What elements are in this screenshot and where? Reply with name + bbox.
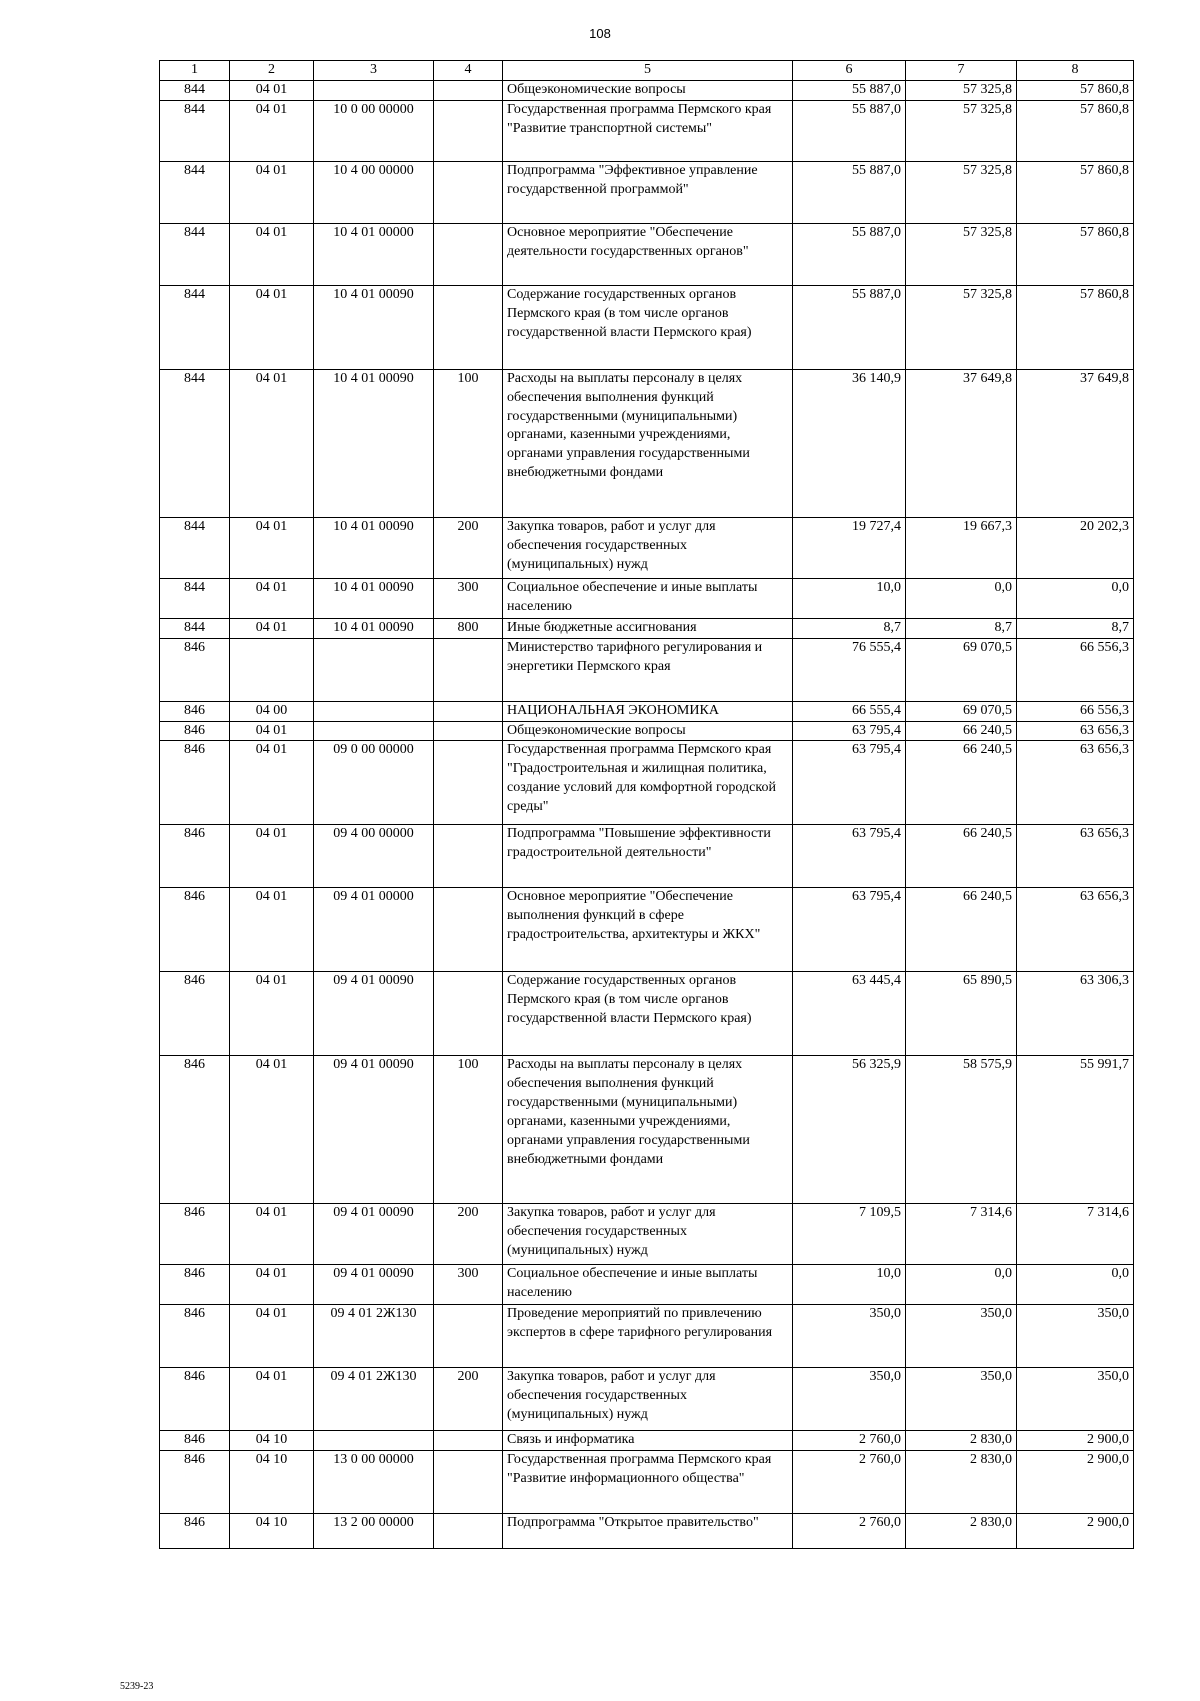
cell-amount-y1: 55 887,0 [793,100,906,161]
cell-amount-y3: 2 900,0 [1017,1514,1134,1549]
cell-amount-y1: 56 325,9 [793,1056,906,1204]
cell-amount-y3: 7 314,6 [1017,1204,1134,1265]
cell-name: Закупка товаров, работ и услуг для обеспечения государственных (муниципальных) нужд [503,1368,793,1431]
cell-section: 04 10 [230,1514,314,1549]
cell-amount-y3: 63 656,3 [1017,888,1134,972]
cell-name: Подпрограмма "Открытое правительство" [503,1514,793,1549]
cell-section: 04 01 [230,741,314,825]
column-header: 1 [160,61,230,81]
table-row [160,1451,1134,1514]
cell-amount-y1: 55 887,0 [793,285,906,369]
cell-expense-type [434,888,503,972]
cell-amount-y2: 0,0 [906,578,1017,618]
cell-target-article: 10 4 01 00000 [314,223,434,285]
cell-amount-y1: 7 109,5 [793,1204,906,1265]
cell-section: 04 01 [230,1056,314,1204]
cell-target-article [314,638,434,701]
cell-name: Основное мероприятие "Обеспечение выполнения функций в сфере градостроительства, архитектуры и ЖКХ" [503,888,793,972]
table-row [160,80,1134,100]
cell-amount-y3: 350,0 [1017,1368,1134,1431]
table-row [160,517,1134,578]
cell-target-article: 09 4 01 00090 [314,1265,434,1305]
table-body [160,80,1134,1548]
cell-amount-y2: 66 240,5 [906,888,1017,972]
cell-expense-type: 300 [434,1265,503,1305]
cell-amount-y2: 350,0 [906,1368,1017,1431]
cell-amount-y1: 350,0 [793,1368,906,1431]
cell-name: Закупка товаров, работ и услуг для обеспечения государственных (муниципальных) нужд [503,517,793,578]
table-row [160,161,1134,223]
cell-name: Социальное обеспечение и иные выплаты населению [503,1265,793,1305]
cell-target-article: 09 4 01 2Ж130 [314,1368,434,1431]
cell-amount-y3: 57 860,8 [1017,161,1134,223]
cell-name: Министерство тарифного регулирования и энергетики Пермского края [503,638,793,701]
table-row [160,638,1134,701]
cell-grbs: 846 [160,1305,230,1368]
cell-name: Закупка товаров, работ и услуг для обеспечения государственных (муниципальных) нужд [503,1204,793,1265]
cell-grbs: 846 [160,825,230,888]
cell-amount-y1: 350,0 [793,1305,906,1368]
cell-amount-y3: 57 860,8 [1017,100,1134,161]
cell-amount-y3: 57 860,8 [1017,80,1134,100]
cell-amount-y2: 8,7 [906,618,1017,638]
cell-grbs: 846 [160,1204,230,1265]
cell-target-article: 09 0 00 00000 [314,741,434,825]
cell-section: 04 01 [230,618,314,638]
cell-amount-y2: 2 830,0 [906,1451,1017,1514]
cell-section: 04 00 [230,701,314,721]
cell-amount-y2: 57 325,8 [906,285,1017,369]
cell-section: 04 01 [230,223,314,285]
cell-grbs: 844 [160,223,230,285]
cell-section: 04 01 [230,888,314,972]
cell-expense-type: 200 [434,1204,503,1265]
cell-grbs: 844 [160,161,230,223]
cell-grbs: 846 [160,1514,230,1549]
column-header: 8 [1017,61,1134,81]
cell-amount-y2: 57 325,8 [906,100,1017,161]
cell-target-article: 10 4 01 00090 [314,578,434,618]
cell-target-article: 13 0 00 00000 [314,1451,434,1514]
cell-section: 04 01 [230,972,314,1056]
cell-name: Государственная программа Пермского края "Градостроительная и жилищная политика, создание условий для комфортной городской среды" [503,741,793,825]
cell-name: Расходы на выплаты персоналу в целях обеспечения выполнения функций государственными (муниципальными) органами, казенными учреждениями, органами управления государственными внебюджетными фондами [503,1056,793,1204]
cell-grbs: 844 [160,100,230,161]
cell-target-article: 10 4 01 00090 [314,517,434,578]
cell-amount-y1: 10,0 [793,578,906,618]
cell-amount-y2: 7 314,6 [906,1204,1017,1265]
cell-amount-y3: 2 900,0 [1017,1451,1134,1514]
cell-grbs: 846 [160,638,230,701]
cell-section: 04 01 [230,1305,314,1368]
cell-expense-type [434,1305,503,1368]
cell-amount-y3: 55 991,7 [1017,1056,1134,1204]
cell-section: 04 01 [230,285,314,369]
cell-amount-y2: 65 890,5 [906,972,1017,1056]
cell-section: 04 01 [230,1265,314,1305]
cell-amount-y1: 55 887,0 [793,80,906,100]
cell-amount-y2: 350,0 [906,1305,1017,1368]
table-row [160,100,1134,161]
cell-section: 04 01 [230,369,314,517]
cell-amount-y1: 2 760,0 [793,1514,906,1549]
cell-expense-type [434,223,503,285]
cell-amount-y3: 63 656,3 [1017,825,1134,888]
column-header: 5 [503,61,793,81]
cell-amount-y2: 58 575,9 [906,1056,1017,1204]
table-row [160,1431,1134,1451]
cell-expense-type [434,741,503,825]
cell-section: 04 01 [230,1368,314,1431]
cell-name: Иные бюджетные ассигнования [503,618,793,638]
cell-target-article: 10 4 01 00090 [314,369,434,517]
cell-amount-y3: 63 656,3 [1017,741,1134,825]
cell-amount-y3: 57 860,8 [1017,223,1134,285]
cell-name: Расходы на выплаты персоналу в целях обеспечения выполнения функций государственными (муниципальными) органами, казенными учреждениями, органами управления государственными внебюджетными фондами [503,369,793,517]
cell-amount-y2: 69 070,5 [906,638,1017,701]
cell-expense-type: 300 [434,578,503,618]
table-row [160,888,1134,972]
cell-section: 04 01 [230,100,314,161]
page-number: 108 [589,26,611,41]
cell-amount-y1: 10,0 [793,1265,906,1305]
cell-expense-type: 200 [434,1368,503,1431]
cell-target-article [314,701,434,721]
cell-amount-y1: 63 445,4 [793,972,906,1056]
cell-section: 04 10 [230,1451,314,1514]
cell-section: 04 01 [230,1204,314,1265]
cell-amount-y1: 63 795,4 [793,741,906,825]
cell-section: 04 01 [230,517,314,578]
cell-amount-y3: 37 649,8 [1017,369,1134,517]
table-row [160,369,1134,517]
cell-grbs: 846 [160,888,230,972]
cell-amount-y1: 55 887,0 [793,223,906,285]
cell-amount-y1: 8,7 [793,618,906,638]
cell-grbs: 844 [160,80,230,100]
cell-name: Подпрограмма "Эффективное управление государственной программой" [503,161,793,223]
cell-grbs: 846 [160,1451,230,1514]
cell-name: Содержание государственных органов Пермского края (в том числе органов государственной власти Пермского края) [503,285,793,369]
cell-name: НАЦИОНАЛЬНАЯ ЭКОНОМИКА [503,701,793,721]
cell-grbs: 844 [160,369,230,517]
cell-section: 04 01 [230,721,314,741]
cell-target-article: 09 4 01 2Ж130 [314,1305,434,1368]
document-code: 5239-23 [120,1681,154,1692]
cell-grbs: 844 [160,517,230,578]
cell-amount-y2: 0,0 [906,1265,1017,1305]
cell-grbs: 846 [160,741,230,825]
column-header: 2 [230,61,314,81]
cell-amount-y3: 8,7 [1017,618,1134,638]
cell-amount-y2: 37 649,8 [906,369,1017,517]
table-row [160,223,1134,285]
cell-amount-y2: 66 240,5 [906,721,1017,741]
table-row [160,701,1134,721]
cell-grbs: 846 [160,1368,230,1431]
cell-amount-y3: 0,0 [1017,1265,1134,1305]
cell-name: Государственная программа Пермского края "Развитие информационного общества" [503,1451,793,1514]
cell-target-article: 09 4 01 00090 [314,1056,434,1204]
cell-target-article: 13 2 00 00000 [314,1514,434,1549]
cell-expense-type: 100 [434,1056,503,1204]
cell-section: 04 01 [230,161,314,223]
cell-amount-y2: 57 325,8 [906,80,1017,100]
cell-expense-type: 200 [434,517,503,578]
cell-name: Государственная программа Пермского края "Развитие транспортной системы" [503,100,793,161]
cell-amount-y1: 2 760,0 [793,1431,906,1451]
cell-amount-y1: 66 555,4 [793,701,906,721]
cell-section: 04 01 [230,825,314,888]
header-row [160,61,1134,81]
cell-name: Содержание государственных органов Пермского края (в том числе органов государственной власти Пермского края) [503,972,793,1056]
cell-grbs: 846 [160,1056,230,1204]
cell-amount-y1: 63 795,4 [793,825,906,888]
cell-amount-y3: 2 900,0 [1017,1431,1134,1451]
cell-amount-y3: 57 860,8 [1017,285,1134,369]
cell-expense-type [434,972,503,1056]
table-row [160,1056,1134,1204]
cell-amount-y2: 57 325,8 [906,223,1017,285]
column-header: 7 [906,61,1017,81]
cell-amount-y1: 76 555,4 [793,638,906,701]
cell-name: Общеэкономические вопросы [503,80,793,100]
cell-name: Общеэкономические вопросы [503,721,793,741]
cell-amount-y2: 69 070,5 [906,701,1017,721]
cell-amount-y2: 2 830,0 [906,1514,1017,1549]
cell-amount-y1: 19 727,4 [793,517,906,578]
cell-amount-y3: 63 656,3 [1017,721,1134,741]
cell-name: Социальное обеспечение и иные выплаты населению [503,578,793,618]
cell-amount-y2: 19 667,3 [906,517,1017,578]
cell-name: Проведение мероприятий по привлечению экспертов в сфере тарифного регулирования [503,1305,793,1368]
cell-expense-type [434,825,503,888]
budget-table [159,60,1134,1549]
table-row [160,1514,1134,1549]
cell-section: 04 01 [230,80,314,100]
cell-expense-type [434,1514,503,1549]
cell-amount-y3: 0,0 [1017,578,1134,618]
cell-amount-y3: 350,0 [1017,1305,1134,1368]
cell-target-article [314,721,434,741]
cell-amount-y3: 66 556,3 [1017,701,1134,721]
cell-grbs: 846 [160,701,230,721]
cell-expense-type [434,285,503,369]
cell-target-article: 09 4 00 00000 [314,825,434,888]
cell-target-article: 10 4 01 00090 [314,285,434,369]
table-row [160,721,1134,741]
cell-amount-y1: 63 795,4 [793,888,906,972]
column-header: 3 [314,61,434,81]
table-row [160,1305,1134,1368]
cell-expense-type [434,721,503,741]
table-row [160,1265,1134,1305]
cell-grbs: 846 [160,1265,230,1305]
table-row [160,618,1134,638]
cell-amount-y2: 66 240,5 [906,741,1017,825]
cell-amount-y2: 66 240,5 [906,825,1017,888]
cell-name: Связь и информатика [503,1431,793,1451]
cell-amount-y2: 2 830,0 [906,1431,1017,1451]
cell-grbs: 846 [160,1431,230,1451]
cell-expense-type [434,638,503,701]
cell-amount-y2: 57 325,8 [906,161,1017,223]
cell-target-article: 10 0 00 00000 [314,100,434,161]
table-row [160,285,1134,369]
column-header: 6 [793,61,906,81]
table-row [160,741,1134,825]
table-row [160,825,1134,888]
cell-target-article: 10 4 00 00000 [314,161,434,223]
cell-amount-y1: 63 795,4 [793,721,906,741]
cell-expense-type [434,161,503,223]
cell-grbs: 844 [160,578,230,618]
cell-target-article [314,80,434,100]
cell-amount-y1: 55 887,0 [793,161,906,223]
cell-amount-y1: 2 760,0 [793,1451,906,1514]
cell-grbs: 844 [160,618,230,638]
cell-amount-y3: 66 556,3 [1017,638,1134,701]
cell-section: 04 10 [230,1431,314,1451]
cell-amount-y3: 20 202,3 [1017,517,1134,578]
column-header: 4 [434,61,503,81]
cell-expense-type [434,1451,503,1514]
table-row [160,578,1134,618]
cell-expense-type [434,701,503,721]
cell-section: 04 01 [230,578,314,618]
cell-grbs: 846 [160,972,230,1056]
table-row [160,972,1134,1056]
cell-name: Основное мероприятие "Обеспечение деятельности государственных органов" [503,223,793,285]
cell-amount-y1: 36 140,9 [793,369,906,517]
cell-amount-y3: 63 306,3 [1017,972,1134,1056]
cell-expense-type: 100 [434,369,503,517]
cell-grbs: 844 [160,285,230,369]
table-row [160,1368,1134,1431]
cell-expense-type [434,100,503,161]
cell-expense-type [434,80,503,100]
cell-section [230,638,314,701]
cell-target-article: 09 4 01 00090 [314,1204,434,1265]
cell-expense-type: 800 [434,618,503,638]
cell-expense-type [434,1431,503,1451]
table-row [160,1204,1134,1265]
cell-grbs: 846 [160,721,230,741]
cell-name: Подпрограмма "Повышение эффективности градостроительной деятельности" [503,825,793,888]
cell-target-article: 10 4 01 00090 [314,618,434,638]
cell-target-article: 09 4 01 00090 [314,972,434,1056]
cell-target-article: 09 4 01 00000 [314,888,434,972]
cell-target-article [314,1431,434,1451]
